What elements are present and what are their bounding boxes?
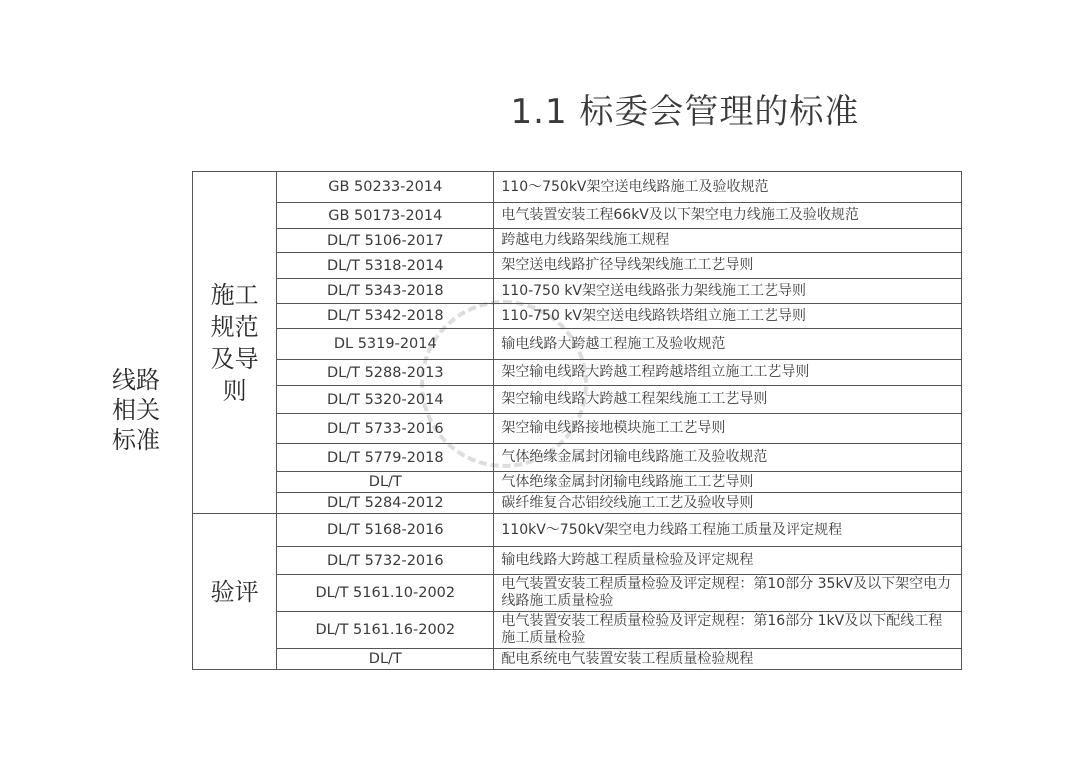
standard-name: 配电系统电气装置安装工程质量检验规程 — [494, 649, 962, 670]
standard-name: 110-750 kV架空送电线路铁塔组立施工工艺导则 — [494, 304, 962, 329]
standard-code: DL/T 5161.10-2002 — [277, 575, 494, 612]
table-row — [193, 386, 962, 414]
table-row — [193, 360, 962, 386]
table-row — [193, 229, 962, 253]
standard-name: 架空输电线路大跨越工程跨越塔组立施工工艺导则 — [494, 360, 962, 386]
table-row — [193, 304, 962, 329]
standard-code: DL/T 5320-2014 — [277, 386, 494, 414]
table-row — [193, 172, 962, 203]
table-row — [193, 472, 962, 493]
standard-name: 输电线路大跨越工程质量检验及评定规程 — [494, 547, 962, 575]
standard-code: DL/T 5732-2016 — [277, 547, 494, 575]
standard-name: 碳纤维复合芯铝绞线施工工艺及验收导则 — [494, 493, 962, 514]
standard-name: 输电线路大跨越工程施工及验收规范 — [494, 329, 962, 360]
standard-name: 电气装置安装工程66kV及以下架空电力线施工及验收规范 — [494, 203, 962, 229]
standard-name: 气体绝缘金属封闭输电线路施工及验收规范 — [494, 444, 962, 472]
standard-code: DL/T 5343-2018 — [277, 279, 494, 304]
table-row — [193, 253, 962, 279]
standard-name: 跨越电力线路架线施工规程 — [494, 229, 962, 253]
table-row — [193, 514, 962, 547]
standard-code: DL/T — [277, 472, 494, 493]
standard-code: DL/T 5318-2014 — [277, 253, 494, 279]
table-row — [193, 279, 962, 304]
table-row — [193, 493, 962, 514]
standard-name: 110kV～750kV架空电力线路工程施工质量及评定规程 — [494, 514, 962, 547]
standard-name: 110～750kV架空送电线路施工及验收规范 — [494, 172, 962, 203]
standard-code: DL/T 5284-2012 — [277, 493, 494, 514]
table-row — [193, 547, 962, 575]
group-label-cell — [193, 514, 277, 670]
category-text: 线路相关标准 — [112, 366, 160, 454]
page-title: 1.1 标委会管理的标准 — [510, 92, 860, 132]
standard-code: DL 5319-2014 — [277, 329, 494, 360]
table-row — [193, 649, 962, 670]
standard-code: DL/T 5168-2016 — [277, 514, 494, 547]
standard-code: DL/T — [277, 649, 494, 670]
standard-name: 电气装置安装工程质量检验及评定规程：第16部分 1kV及以下配线工程施工质量检验 — [494, 612, 962, 649]
standard-name: 架空输电线路接地模块施工工艺导则 — [494, 414, 962, 444]
standard-code: GB 50233-2014 — [277, 172, 494, 203]
standard-name: 架空送电线路扩径导线架线施工工艺导则 — [494, 253, 962, 279]
table-row — [193, 414, 962, 444]
standard-name: 电气装置安装工程质量检验及评定规程：第10部分 35kV及以下架空电力线路施工质量检验 — [494, 575, 962, 612]
group-label: 施工规范及导则 — [210, 280, 259, 405]
standards-table — [192, 171, 962, 670]
group-label-cell — [193, 172, 277, 514]
table-row — [193, 575, 962, 612]
standard-code: GB 50173-2014 — [277, 203, 494, 229]
category-label — [100, 365, 172, 455]
group-label: 验评 — [210, 577, 259, 606]
standard-code: DL/T 5342-2018 — [277, 304, 494, 329]
table-row — [193, 329, 962, 360]
standard-code: DL/T 5288-2013 — [277, 360, 494, 386]
standard-code: DL/T 5779-2018 — [277, 444, 494, 472]
standard-name: 气体绝缘金属封闭输电线路施工工艺导则 — [494, 472, 962, 493]
standard-code: DL/T 5733-2016 — [277, 414, 494, 444]
standard-code: DL/T 5106-2017 — [277, 229, 494, 253]
table-row — [193, 203, 962, 229]
table-row — [193, 444, 962, 472]
standard-name: 架空输电线路大跨越工程架线施工工艺导则 — [494, 386, 962, 414]
table-row — [193, 612, 962, 649]
standard-code: DL/T 5161.16-2002 — [277, 612, 494, 649]
standard-name: 110-750 kV架空送电线路张力架线施工工艺导则 — [494, 279, 962, 304]
